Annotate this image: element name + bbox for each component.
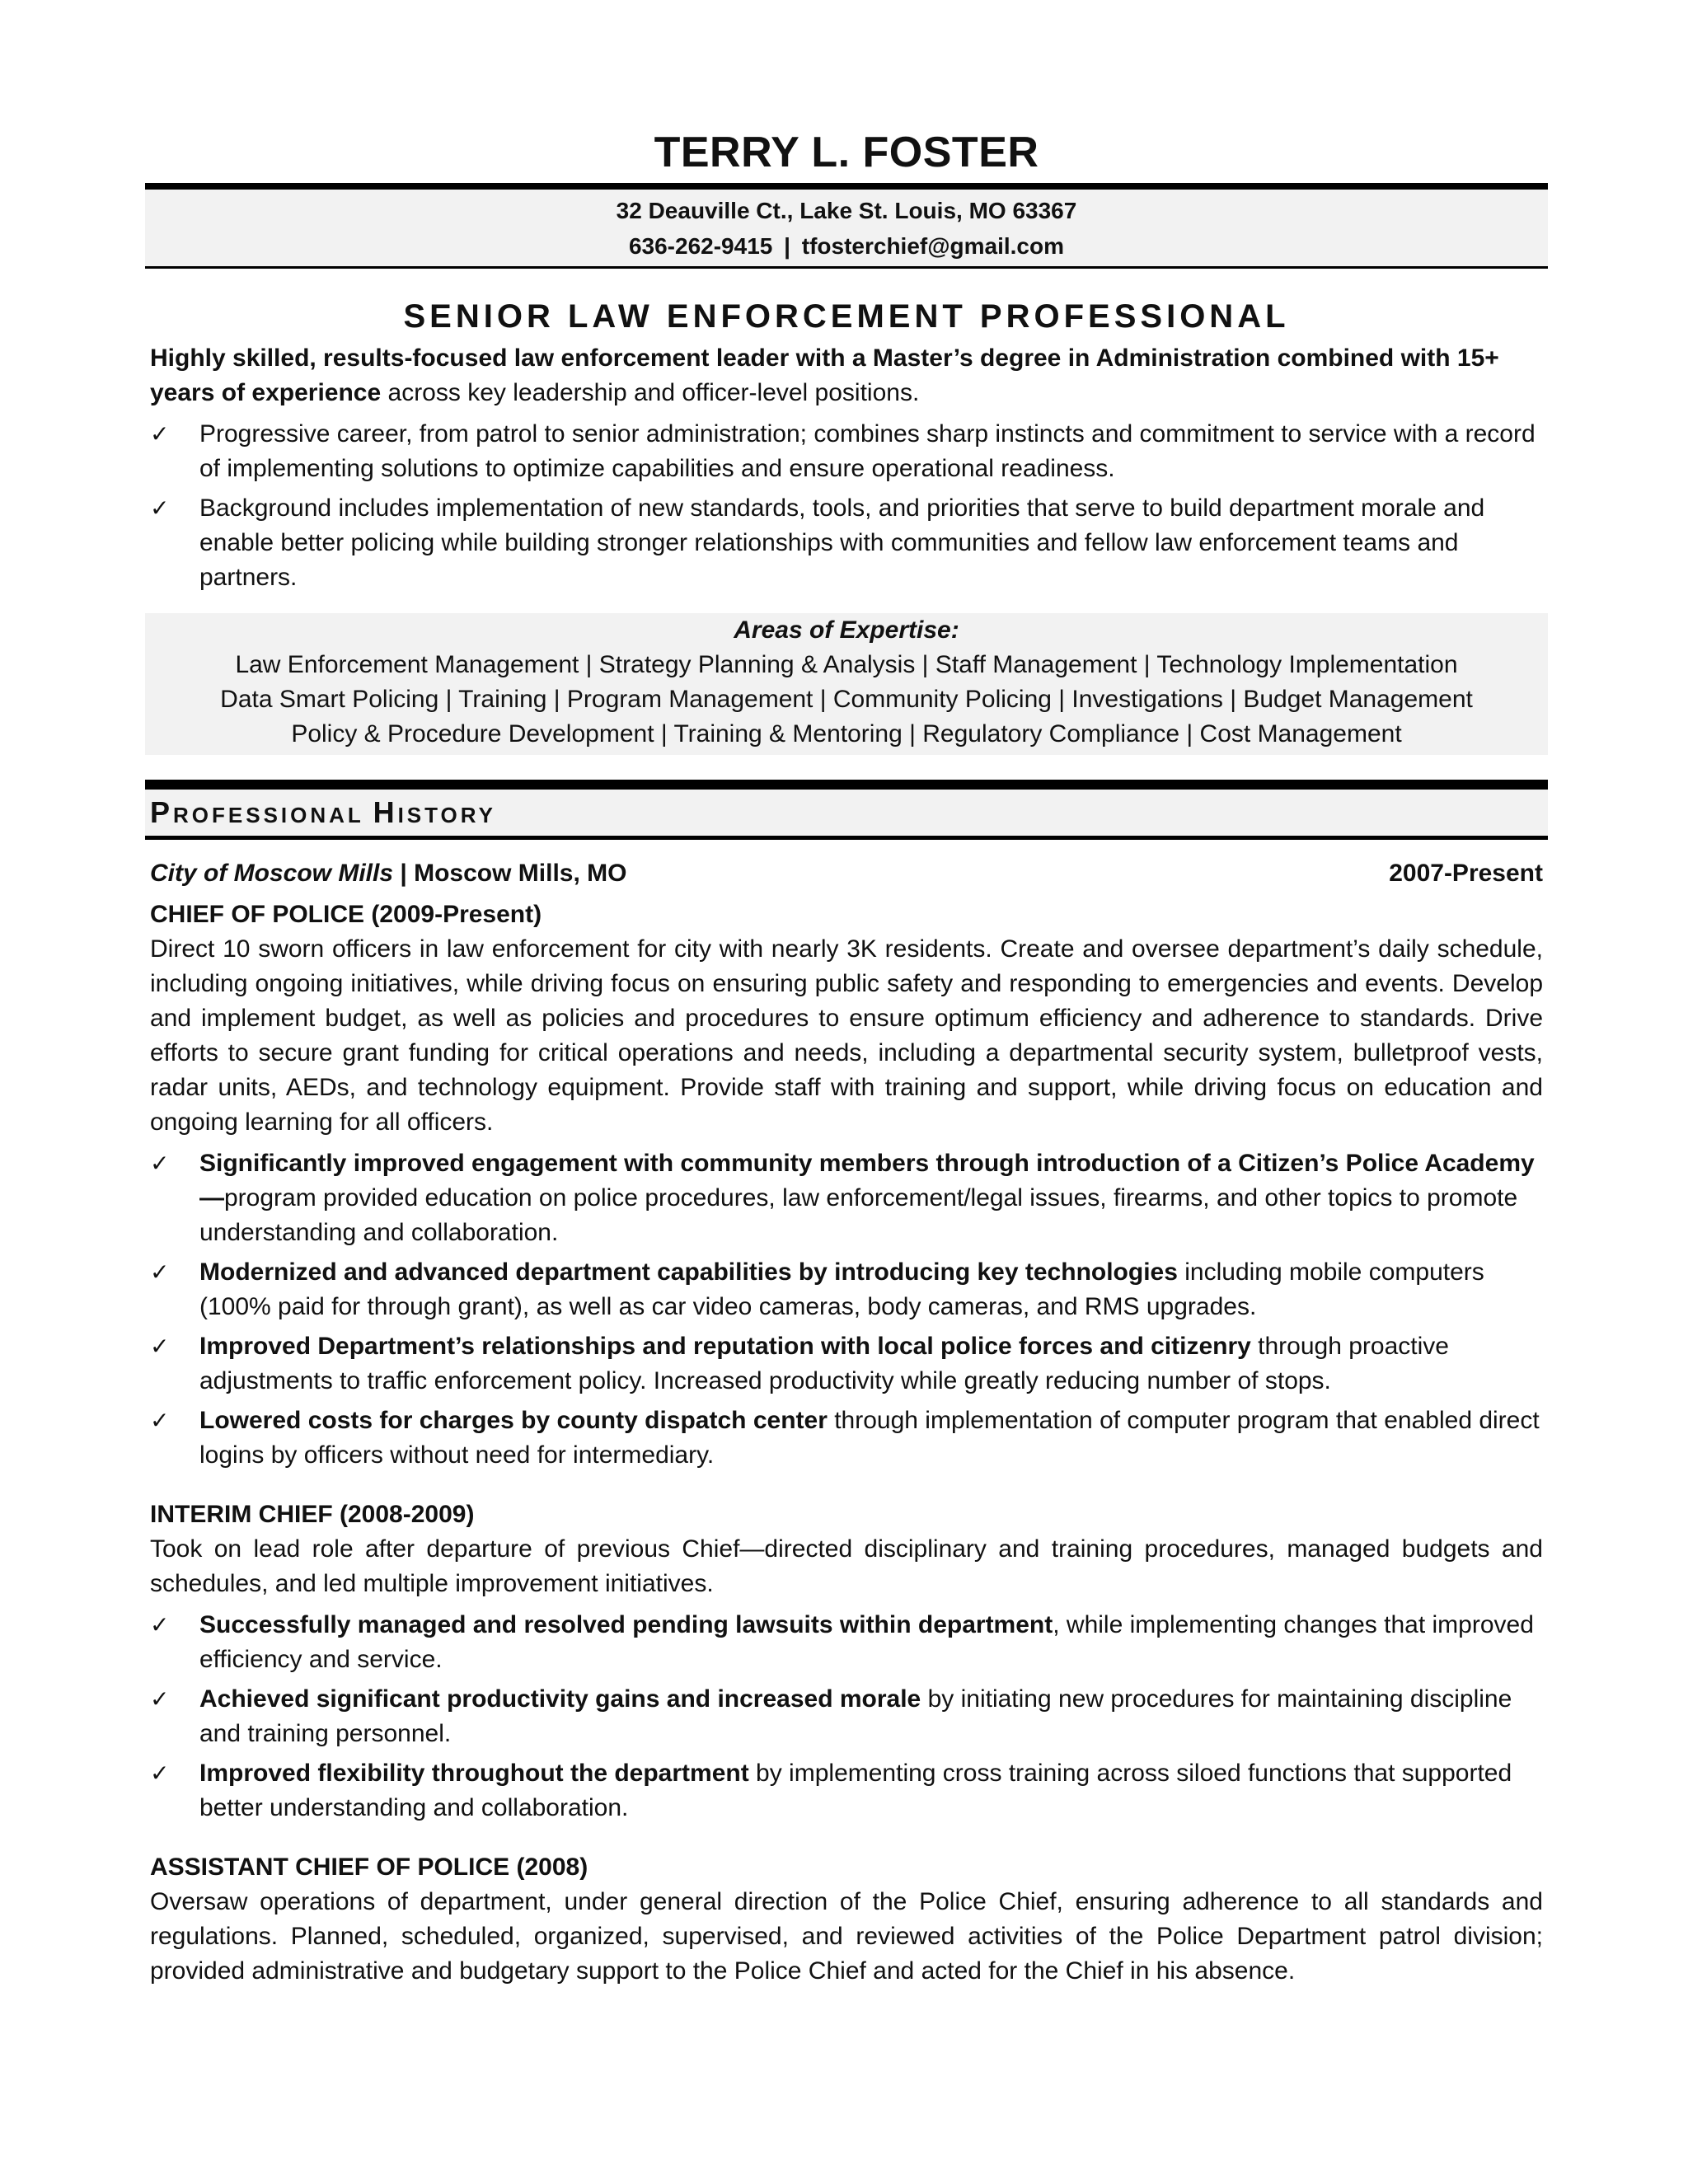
checkmark-icon: ✓ (150, 494, 170, 522)
summary-bullet: ✓ Progressive career, from patrol to senior administration; combines sharp instincts and commitment to service with a record of implementing solutions to optimize capabilities and ensure operational readiness. (145, 417, 1543, 486)
email: tfosterchief@gmail.com (801, 233, 1065, 259)
address: 32 Deauville Ct., Lake St. Louis, MO 63367 (616, 198, 1077, 223)
summary-intro (150, 341, 1543, 410)
checkmark-icon: ✓ (150, 420, 170, 448)
section-header-professional-history: PROFESSIONAL HISTORY (145, 780, 1548, 840)
expertise-line: Law Enforcement Management | Strategy Planning & Analysis | Staff Management | Technology Implementation (235, 651, 1458, 678)
role-description: Direct 10 sworn officers in law enforcement for city with nearly 3K residents. Create and oversee department’s daily schedule, including ongoing initiatives, while driving focus on ensuring public safety and responding to emergencies and events. Develop and implement budget, as well as policies and procedures to ensure optimum efficiency and adherence to standards. Drive efforts to secure grant funding for critical operations and needs, including a departmental security system, bulletproof vests, radar units, AEDs, and technology equipment. Provide staff with training and support, while driving focus on education and ongoing learning for all officers. (150, 935, 1543, 1136)
role-title: ASSISTANT CHIEF OF POLICE (2008) (150, 1854, 588, 1881)
checkmark-icon: ✓ (150, 1407, 170, 1434)
role-achievements (145, 1146, 1548, 1473)
employer-row (145, 856, 1548, 891)
areas-of-expertise (145, 613, 1548, 755)
checkmark-icon: ✓ (150, 1611, 170, 1638)
checkmark-icon: ✓ (150, 1760, 170, 1787)
checkmark-icon: ✓ (150, 1333, 170, 1360)
contact-block (145, 190, 1548, 269)
checkmark-icon: ✓ (150, 1258, 170, 1286)
role-title: CHIEF OF POLICE (2009-Present) (150, 901, 542, 928)
achievement-item: ✓ Improved flexibility throughout the department by implementing cross training across siloed functions that supported better understanding and collaboration. (145, 1756, 1543, 1825)
summary-bullets (145, 417, 1548, 595)
summary-intro-bold: Highly skilled, results-focused law enforcement leader with a Master’s degree in Administration combined with 15+ years of experience (150, 344, 1499, 406)
employer-location: Moscow Mills, MO (414, 860, 627, 887)
professional-headline: SENIOR LAW ENFORCEMENT PROFESSIONAL (403, 298, 1290, 335)
achievement-item: ✓ Lowered costs for charges by county dispatch center through implementation of computer program that enabled direct logins by officers without need for intermediary. (145, 1404, 1543, 1473)
achievement-item: ✓ Modernized and advanced department capabilities by introducing key technologies including mobile computers (100% paid for through grant), as well as car video cameras, body cameras, and RMS upgrades. (145, 1255, 1543, 1324)
phone: 636-262-9415 (628, 233, 773, 259)
role-achievements (145, 1608, 1548, 1825)
expertise-line: Policy & Procedure Development | Training & Mentoring | Regulatory Compliance | Cost Management (291, 720, 1402, 748)
contact-separator: | (784, 233, 790, 259)
summary-bullet: ✓ Background includes implementation of new standards, tools, and priorities that serve to build department morale and enable better policing while building stronger relationships with communities and fellow law enforcement teams and partners. (145, 491, 1543, 595)
achievement-item: ✓ Successfully managed and resolved pending lawsuits within department, while implementing changes that improved efficiency and service. (145, 1608, 1543, 1677)
resume-page (145, 124, 1548, 1989)
achievement-item: ✓ Improved Department’s relationships and reputation with local police forces and citizenry through proactive adjustments to traffic enforcement policy. Increased productivity while greatly reducing number of stops. (145, 1329, 1543, 1399)
expertise-line: Data Smart Policing | Training | Program Management | Community Policing | Investigations | Budget Management (220, 686, 1473, 713)
employer-name: City of Moscow Mills (150, 860, 394, 887)
candidate-name: TERRY L. FOSTER (654, 129, 1039, 176)
phone-email-line (145, 228, 1548, 264)
employment-dates: 2007-Present (1389, 860, 1543, 887)
checkmark-icon: ✓ (150, 1150, 170, 1177)
role-description: Took on lead role after departure of previous Chief—directed disciplinary and training procedures, managed budgets and schedules, and led multiple improvement initiatives. (150, 1535, 1543, 1597)
role-title: INTERIM CHIEF (2008-2009) (150, 1501, 475, 1528)
summary-intro-rest: across key leadership and officer-level positions. (381, 379, 920, 406)
employer-info: City of Moscow Mills | Moscow Mills, MO (150, 860, 627, 887)
achievement-item: ✓ Achieved significant productivity gains and increased morale by initiating new procedures for maintaining discipline and training personnel. (145, 1682, 1543, 1751)
header-rule (145, 183, 1548, 190)
achievement-item: ✓ Significantly improved engagement with community members through introduction of a Citizen’s Police Academy—program provided education on police procedures, law enforcement/legal issues, firearms, and other topics to promote understanding and collaboration. (145, 1146, 1543, 1250)
expertise-title: Areas of Expertise: (734, 616, 959, 644)
checkmark-icon: ✓ (150, 1685, 170, 1713)
role-description: Oversaw operations of department, under general direction of the Police Chief, ensuring adherence to all standards and regulations. Planned, scheduled, organized, supervised, and reviewed activities of the Police Department patrol division; provided administrative and budgetary support to the Police Chief and acted for the Chief in his absence. (150, 1888, 1543, 1985)
